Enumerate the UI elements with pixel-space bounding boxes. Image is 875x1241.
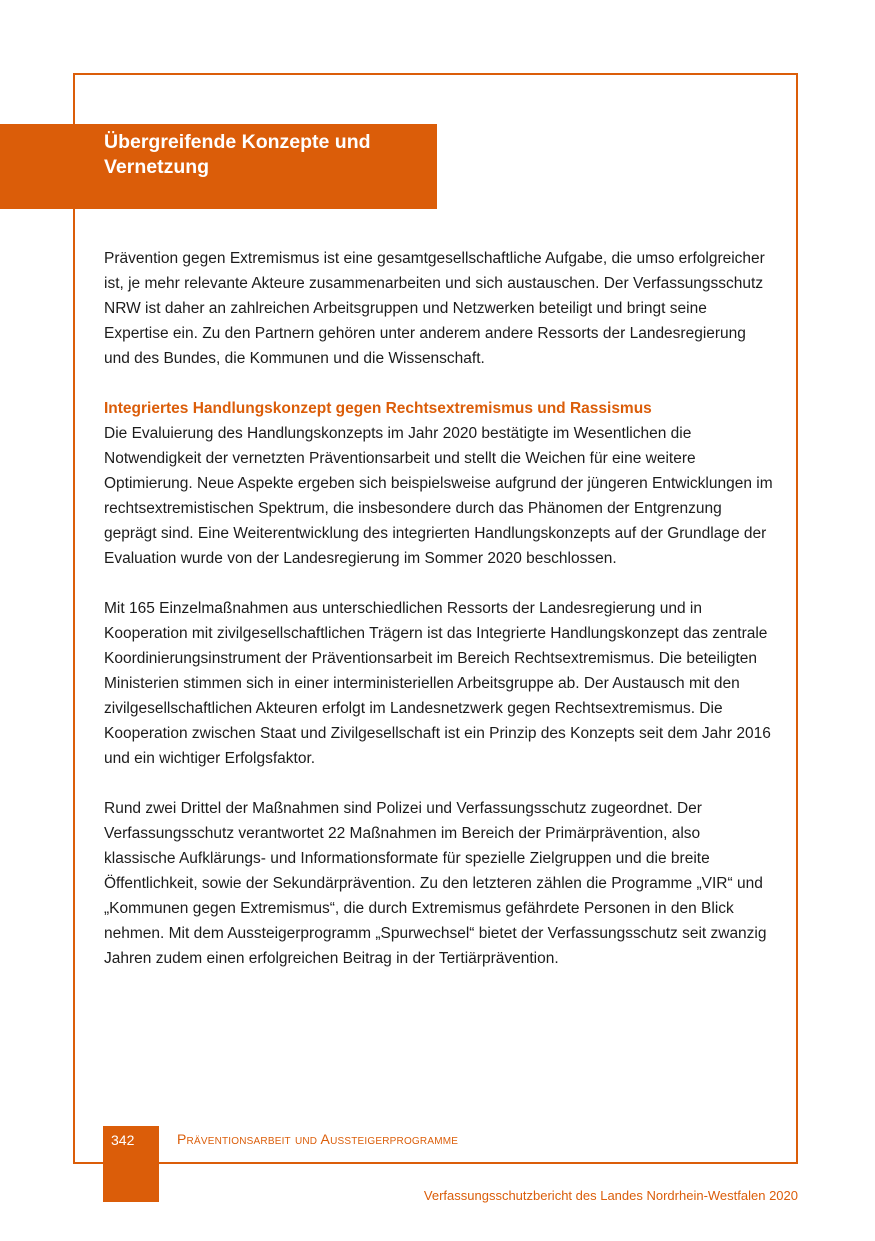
page-number-box	[103, 1126, 159, 1202]
report-title-footer: Verfassungsschutzbericht des Landes Nordrhein-Westfalen 2020	[423, 1188, 798, 1203]
section-title-banner	[0, 124, 437, 209]
page-title-line-2: Vernetzung	[104, 156, 210, 178]
section-heading: Integriertes Handlungskonzept gegen Rechtsextremismus und Rassismus	[104, 400, 652, 417]
body-paragraph-2: Mit 165 Einzelmaßnahmen aus unterschiedlichen Ressorts der Landesregierung und in Kooperation mit zivilgesellschaftlichen Trägern ist das Integrierte Handlungskonzept das zentrale Koordinierungsinstrument der Präventionsarbeit im Bereich Rechtsextremismus. Die beteiligten Ministerien stimmen sich in einer interministeriellen Arbeitsgruppe ab. Der Austausch mit den zivilgesellschaftlichen Akteuren erfolgt im Landesnetzwerk gegen Rechtsextremismus. Die Kooperation zwischen Staat und Zivilgesellschaft ist ein Prinzip des Konzepts seit dem Jahr 2016 und ein wichtiger Erfolgsfaktor.	[104, 600, 771, 767]
intro-paragraph: Prävention gegen Extremismus ist eine gesamtgesellschaftliche Aufgabe, die umso erfolgreicher ist, je mehr relevante Akteure zusammenarbeiten und sich austauschen. Der Verfassungsschutz NRW ist daher an zahlreichen Arbeitsgruppen und Netzwerken beteiligt und bringt seine Expertise ein. Zu den Partnern gehören unter anderem andere Ressorts der Landesregierung und des Bundes, die Kommunen und die Wissenschaft.	[104, 250, 765, 367]
page-title	[104, 130, 437, 180]
chapter-title: Präventionsarbeit und Aussteigerprogramme	[177, 1131, 459, 1147]
body-paragraph-1: Die Evaluierung des Handlungskonzepts im Jahr 2020 bestätigte im Wesentlichen die Notwendigkeit der vernetzten Präventionsarbeit und stellt die Weichen für eine weitere Optimierung. Neue Aspekte ergeben sich beispielsweise aufgrund der jüngeren Entwicklungen im rechtsextremistischen Spektrum, die insbesondere durch das Phänomen der Entgrenzung geprägt sind. Eine Weiterentwicklung des integrierten Handlungskonzepts auf der Grundlage der Evaluation wurde von der Landesregierung im Sommer 2020 beschlossen.	[104, 425, 773, 567]
page-number: 342	[111, 1132, 135, 1148]
page-title-line-1: Übergreifende Konzepte und	[104, 131, 371, 153]
body-paragraph-3: Rund zwei Drittel der Maßnahmen sind Polizei und Verfassungsschutz zugeordnet. Der Verfassungsschutz verantwortet 22 Maßnahmen im Bereich der Primärprävention, also klassische Aufklärungs- und Informationsformate für spezielle Zielgruppen und die breite Öffentlichkeit, sowie der Sekundärprävention. Zu den letzteren zählen die Programme „VIR“ und „Kommunen gegen Extremismus“, die durch Extremismus gefährdete Personen in den Blick nehmen. Mit dem Aussteigerprogramm „Spurwechsel“ bietet der Verfassungsschutz seit zwanzig Jahren zudem einen erfolgreichen Beitrag in der Tertiärprävention.	[104, 800, 767, 967]
main-content	[104, 246, 774, 996]
